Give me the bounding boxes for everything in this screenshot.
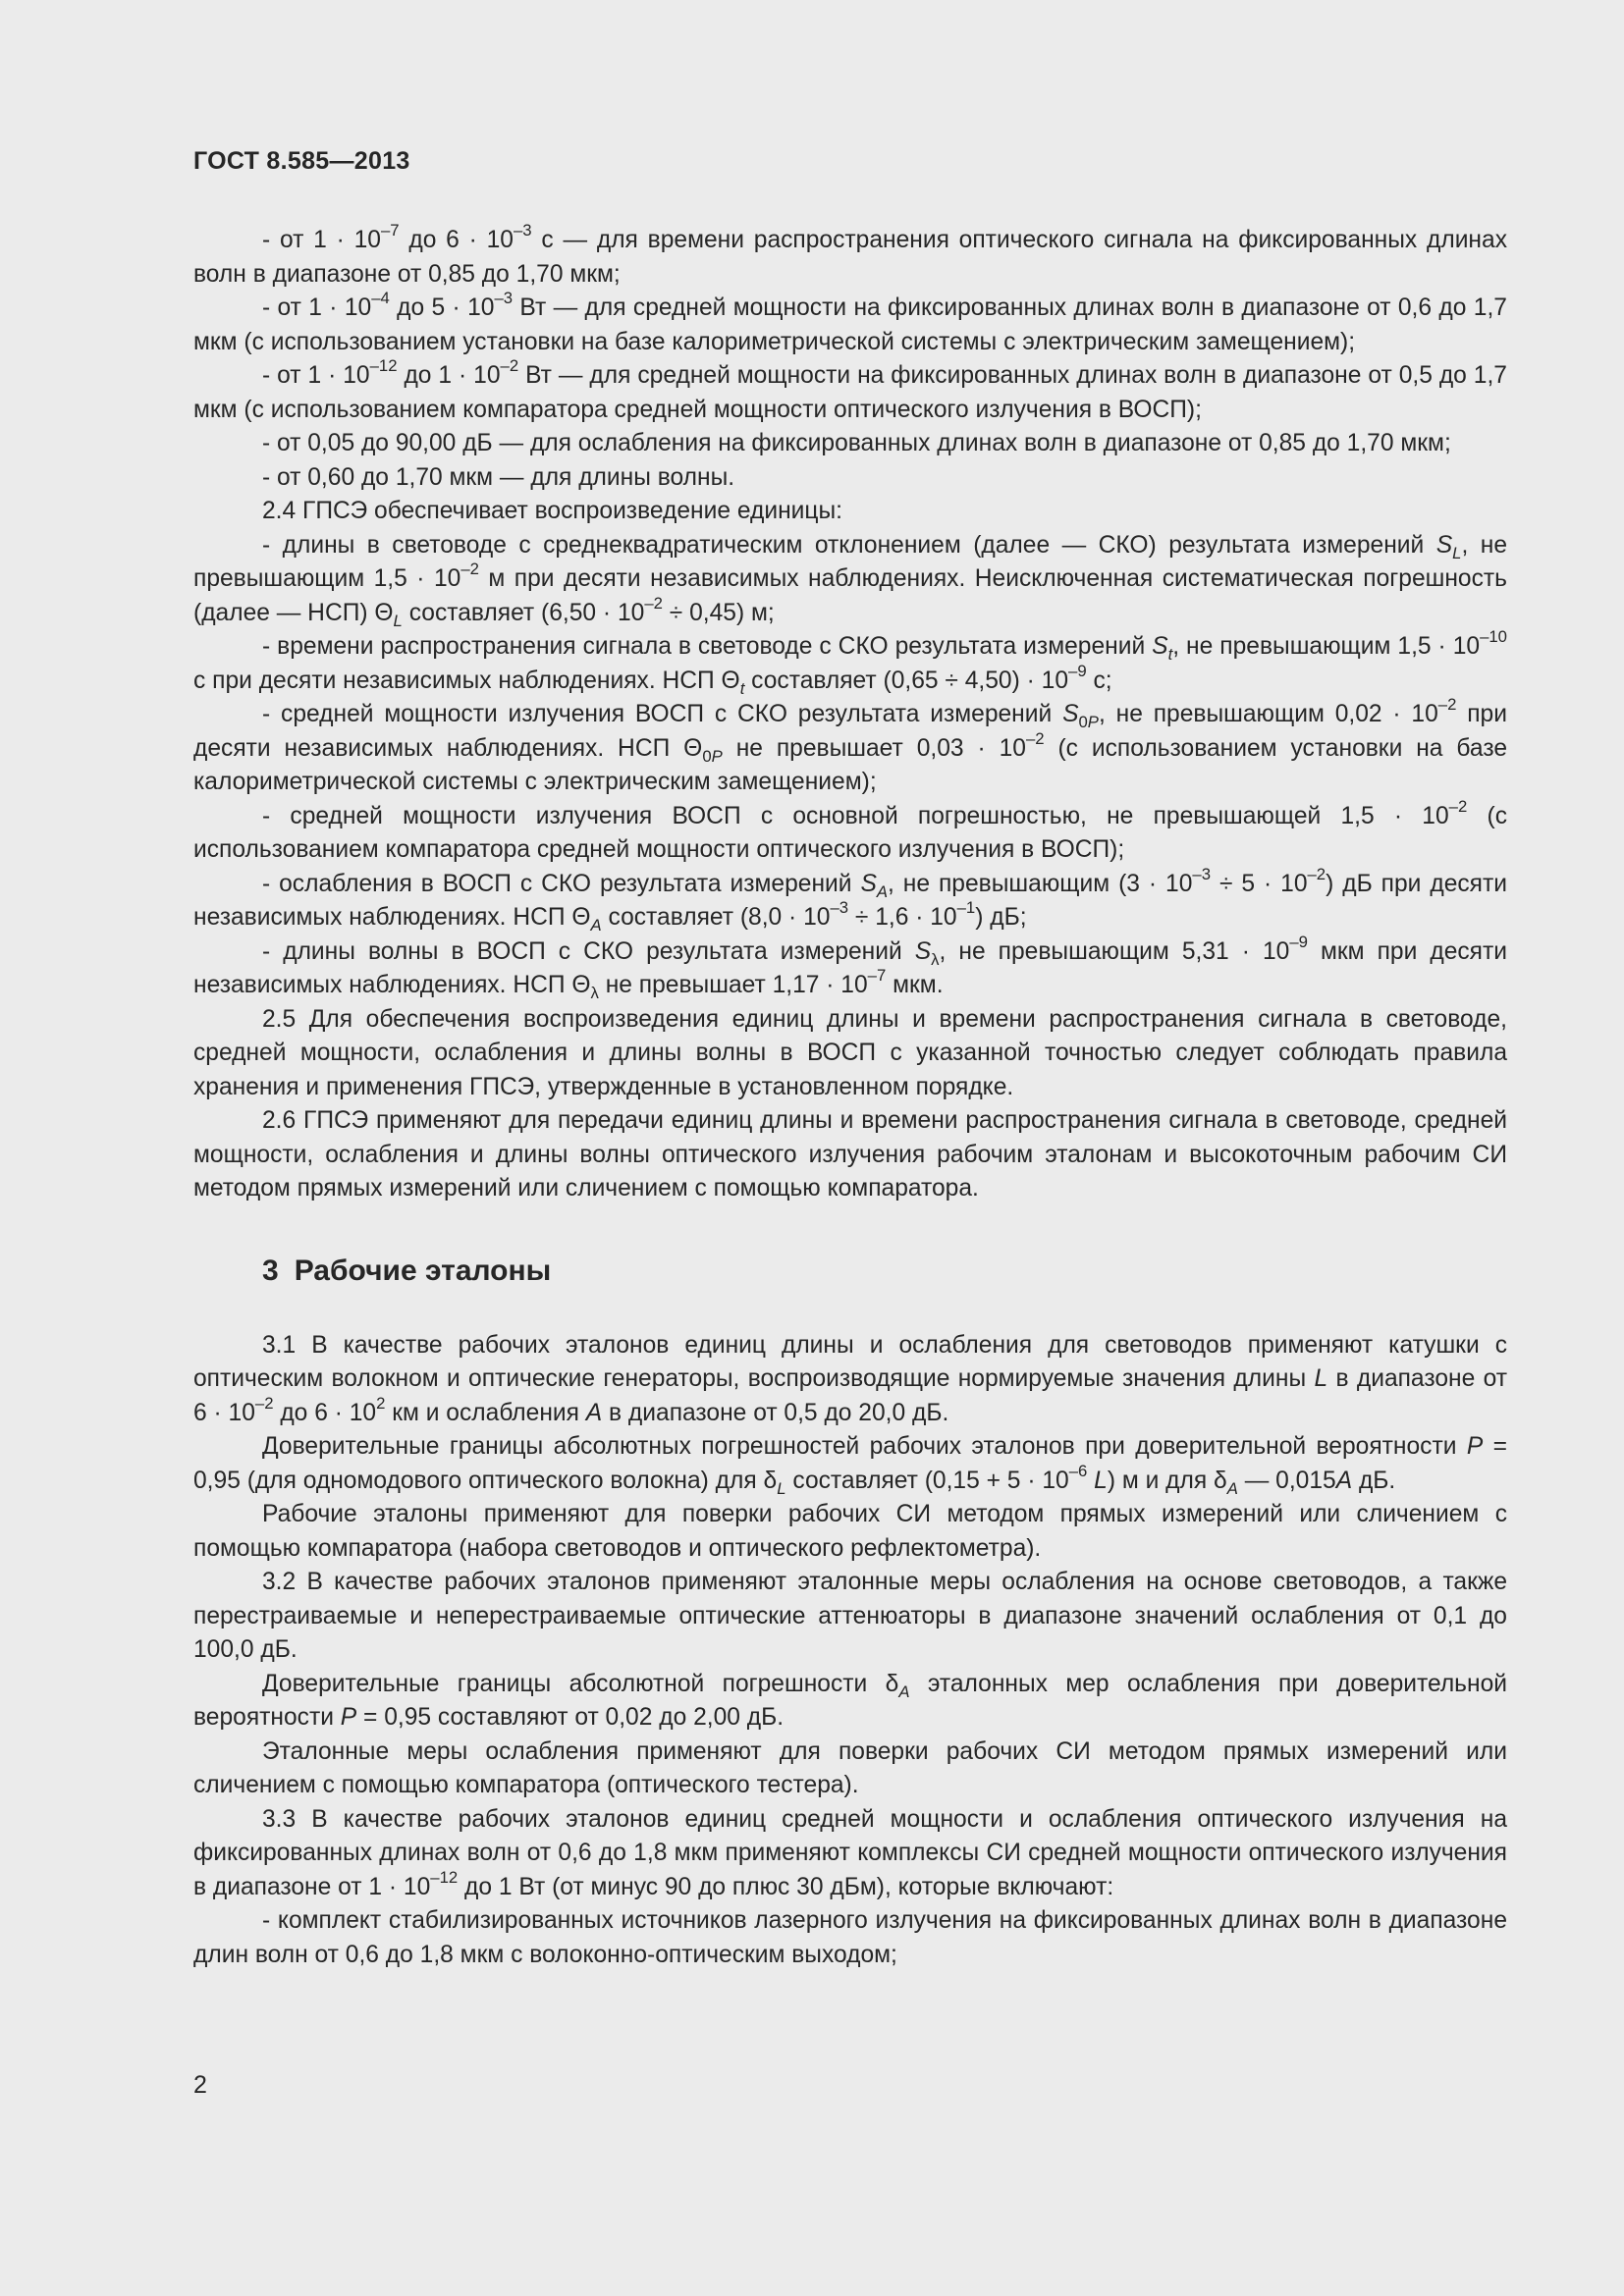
paragraph: Эталонные меры ослабления применяют для поверки рабочих СИ методом прямых измерений или сличением с помощью компаратора (оптического тестера).: [193, 1737, 1507, 1798]
paragraph: 3.2 В качестве рабочих эталонов применяют эталонные меры ослабления на основе световодов, а также перестраиваемые и неперестраиваемые оптические аттенюаторы в диапазоне значений ослабления от 0,1 до 100,0 дБ.: [193, 1569, 1507, 1663]
paragraph: - от $1 \cdot 10^{-12}$ до $1 \cdot 10^{-2}$ Вт — для средней мощности на фиксированных длинах волн в диапазоне от 0,5 до 1,7 мкм (с использованием компаратора средней мощности оптического излучения в ВОСП);: [193, 355, 1507, 423]
paragraph: Рабочие эталоны применяют для поверки рабочих СИ методом прямых измерений или сличением с помощью компаратора (набора световодов и оптического рефлектометра).: [193, 1501, 1507, 1562]
paragraph: - длины волны в ВОСП с СКО результата измерений $S_\lambda$, не превышающим $5,31 \cdot 10^{-9}$ мкм при десяти независимых наблюдениях. НСП $\Theta_\lambda$ не превышает $1,17 \cdot 10^{-7}$ мкм.: [193, 932, 1507, 1002]
page-number: 2: [193, 2071, 207, 2099]
paragraph: - средней мощности излучения ВОСП с СКО результата измерений $S_{0P}$, не превышающим $0,02 \cdot 10^{-2}$ при десяти независимых наблюдениях. НСП $\Theta_{0P}$ не превышает $0,03 \cdot 10^{-2}$ (с использованием установки на базе калориметрической системы с электрическим замещением);: [193, 694, 1507, 795]
paragraph: 2.5 Для обеспечения воспроизведения единиц длины и времени распространения сигнала в световоде, средней мощности, ослабления и длины волны в ВОСП с указанной точностью следует соблюдать правила хранения и применения ГПСЭ, утвержденные в установленном порядке.: [193, 1005, 1507, 1100]
paragraph: Доверительные границы абсолютной погрешности $\delta_A$ эталонных мер ослабления при доверительной вероятности P = 0,95 составляют от 0,02 до 2,00 дБ.: [193, 1670, 1507, 1731]
paragraph: - от $1 \cdot 10^{-7}$ до $6 \cdot 10^{-3}$ с — для времени распространения оптического сигнала на фиксированных длинах волн в диапазоне от 0,85 до 1,70 мкм;: [193, 220, 1507, 288]
paragraph: - от $1 \cdot 10^{-4}$ до $5 \cdot 10^{-3}$ Вт — для средней мощности на фиксированных длинах волн в диапазоне от 0,6 до 1,7 мкм (с использованием установки на базе калориметрической системы с электрическим замещением);: [193, 288, 1507, 355]
section-number: 3: [262, 1254, 279, 1287]
document-header: ГОСТ 8.585—2013: [193, 147, 410, 175]
paragraph: - длины в световоде с среднеквадратическим отклонением (далее — СКО) результата измерений $S_L$, не превышающим $1,5 \cdot 10^{-2}$ м при десяти независимых наблюдениях. Неисключенная систематическая погрешность (далее — НСП) $\Theta_L$ составляет $(6,50 \cdot 10^{-2} \div 0,45)$ м;: [193, 531, 1507, 630]
paragraph: - комплект стабилизированных источников лазерного излучения на фиксированных длинах волн в диапазоне длин волн от 0,6 до 1,8 мкм с волоконно-оптическим выходом;: [193, 1907, 1507, 1968]
paragraph: 3.1 В качестве рабочих эталонов единиц длины и ослабления для световодов применяют катушки с оптическим волокном и оптические генераторы, воспроизводящие нормируемые значения длины L в диапазоне от $6 \cdot 10^{-2}$ до $6 \cdot 10^2$ км и ослабления A в диапазоне от 0,5 до 20,0 дБ.: [193, 1331, 1507, 1426]
document-body: [193, 220, 1508, 1972]
paragraph: 2.4 ГПСЭ обеспечивает воспроизведение единицы:: [262, 498, 843, 524]
paragraph: - времени распространения сигнала в световоде с СКО результата измерений $S_t$, не превышающим $1,5 \cdot 10^{-10}$ с при десяти независимых наблюдениях. НСП $\Theta_t$ составляет $(0,65 \div 4,50) \cdot 10^{-9}$ с;: [193, 626, 1507, 698]
paragraph: - от 0,60 до 1,70 мкм — для длины волны.: [262, 463, 735, 491]
section-title: Рабочие эталоны: [294, 1254, 552, 1287]
paragraph: - ослабления в ВОСП с СКО результата измерений $S_A$, не превышающим $(3 \cdot 10^{-3} \div 5 \cdot 10^{-2})$ дБ при десяти независимых наблюдениях. НСП $\Theta_A$ составляет $(8,0 \cdot 10^{-3} \div 1,6 \cdot 10^{-1})$ дБ;: [193, 864, 1507, 934]
paragraph: - от 0,05 до 90,00 дБ — для ослабления на фиксированных длинах волн в диапазоне от 0,85 до 1,70 мкм;: [262, 430, 1451, 456]
section-heading: [193, 1206, 1507, 1329]
paragraph: 2.6 ГПСЭ применяют для передачи единиц длины и времени распространения сигнала в световоде, средней мощности, ослабления и длины волны оптического излучения рабочим эталонам и высокоточным рабочим СИ методом прямых измерений или сличением с помощью компаратора.: [193, 1107, 1507, 1201]
paragraph: 3.3 В качестве рабочих эталонов единиц средней мощности и ослабления оптического излучения на фиксированных длинах волн от 0,6 до 1,8 мкм применяют комплексы СИ средней мощности оптического излучения в диапазоне от $1 \cdot 10^{-12}$ до 1 Вт (от минус 90 до плюс 30 дБм), которые включают:: [193, 1805, 1507, 1900]
paragraph: Доверительные границы абсолютных погрешностей рабочих эталонов при доверительной вероятности P = 0,95 (для одномодового оптического волокна) для $\delta_L$ составляет ($0,15 + 5 \cdot 10^{-6}$ L) м и для $\delta_A$ — 0,015A дБ.: [193, 1433, 1508, 1498]
paragraph: - средней мощности излучения ВОСП с основной погрешностью, не превышающей $1,5 \cdot 10^{-2}$ (с использованием компаратора средней мощности оптического излучения в ВОСП);: [193, 796, 1507, 863]
